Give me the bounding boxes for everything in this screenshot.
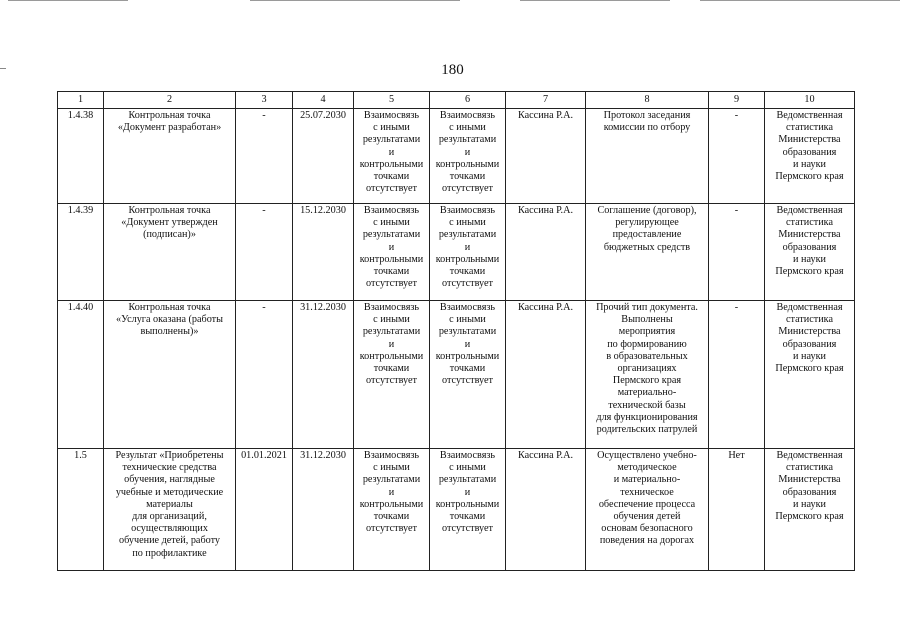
column-header: 1	[58, 92, 104, 109]
column-header: 6	[430, 92, 506, 109]
document-table	[57, 91, 855, 571]
row-start-date: 01.01.2021	[236, 449, 293, 571]
row-col9: -	[709, 109, 765, 204]
scan-top-line-left	[8, 0, 128, 1]
row-name: Контрольная точка «Документ утвержден (подписан)»	[104, 204, 236, 301]
column-header: 7	[506, 92, 586, 109]
table-row	[58, 301, 855, 449]
row-end-date: 15.12.2030	[293, 204, 354, 301]
column-header: 9	[709, 92, 765, 109]
row-responsible: Кассина Р.А.	[506, 449, 586, 571]
row-predecessors: Взаимосвязь с иными результатами и контрольными точками отсутствует	[354, 204, 430, 301]
row-successors: Взаимосвязь с иными результатами и контрольными точками отсутствует	[430, 449, 506, 571]
row-successors: Взаимосвязь с иными результатами и контрольными точками отсутствует	[430, 204, 506, 301]
row-info-system: Ведомственная статистика Министерства образования и науки Пермского края	[765, 301, 855, 449]
row-info-system: Ведомственная статистика Министерства образования и науки Пермского края	[765, 204, 855, 301]
row-successors: Взаимосвязь с иными результатами и контрольными точками отсутствует	[430, 109, 506, 204]
row-number: 1.5	[58, 449, 104, 571]
row-start-date: -	[236, 109, 293, 204]
scan-top-line-right	[700, 0, 900, 1]
row-name: Результат «Приобретены технические средства обучения, наглядные учебные и методические материалы для организаций, осуществляющих обучение детей, работу по профилактике	[104, 449, 236, 571]
row-name: Контрольная точка «Документ разработан»	[104, 109, 236, 204]
column-header: 4	[293, 92, 354, 109]
row-responsible: Кассина Р.А.	[506, 301, 586, 449]
row-info-system: Ведомственная статистика Министерства образования и науки Пермского края	[765, 109, 855, 204]
row-predecessors: Взаимосвязь с иными результатами и контрольными точками отсутствует	[354, 301, 430, 449]
row-info-system: Ведомственная статистика Министерства образования и науки Пермского края	[765, 449, 855, 571]
row-end-date: 31.12.2030	[293, 449, 354, 571]
row-document: Протокол заседания комиссии по отбору	[586, 109, 709, 204]
row-number: 1.4.40	[58, 301, 104, 449]
table-row	[58, 204, 855, 301]
column-header: 2	[104, 92, 236, 109]
row-start-date: -	[236, 204, 293, 301]
column-header: 3	[236, 92, 293, 109]
column-header: 8	[586, 92, 709, 109]
row-responsible: Кассина Р.А.	[506, 204, 586, 301]
table-row	[58, 449, 855, 571]
row-start-date: -	[236, 301, 293, 449]
row-document: Прочий тип документа. Выполнены мероприятия по формированию в образовательных организациях Пермского края материально- технической базы для функционирования родительских патрулей	[586, 301, 709, 449]
scan-top-line-center-right	[520, 0, 670, 1]
row-predecessors: Взаимосвязь с иными результатами и контрольными точками отсутствует	[354, 109, 430, 204]
row-number: 1.4.38	[58, 109, 104, 204]
scan-top-line-center	[250, 0, 460, 1]
row-document: Соглашение (договор), регулирующее предоставление бюджетных средств	[586, 204, 709, 301]
column-header: 10	[765, 92, 855, 109]
row-end-date: 25.07.2030	[293, 109, 354, 204]
row-responsible: Кассина Р.А.	[506, 109, 586, 204]
row-number: 1.4.39	[58, 204, 104, 301]
row-predecessors: Взаимосвязь с иными результатами и контрольными точками отсутствует	[354, 449, 430, 571]
row-name: Контрольная точка «Услуга оказана (работы выполнены)»	[104, 301, 236, 449]
row-col9: -	[709, 301, 765, 449]
row-col9: -	[709, 204, 765, 301]
table-header-row	[58, 92, 855, 109]
table-row	[58, 109, 855, 204]
row-successors: Взаимосвязь с иными результатами и контрольными точками отсутствует	[430, 301, 506, 449]
row-document: Осуществлено учебно- методическое и материально- техническое обеспечение процесса обучения детей основам безопасного поведения на дорогах	[586, 449, 709, 571]
page-number: 180	[441, 62, 464, 78]
row-end-date: 31.12.2030	[293, 301, 354, 449]
row-col9: Нет	[709, 449, 765, 571]
column-header: 5	[354, 92, 430, 109]
